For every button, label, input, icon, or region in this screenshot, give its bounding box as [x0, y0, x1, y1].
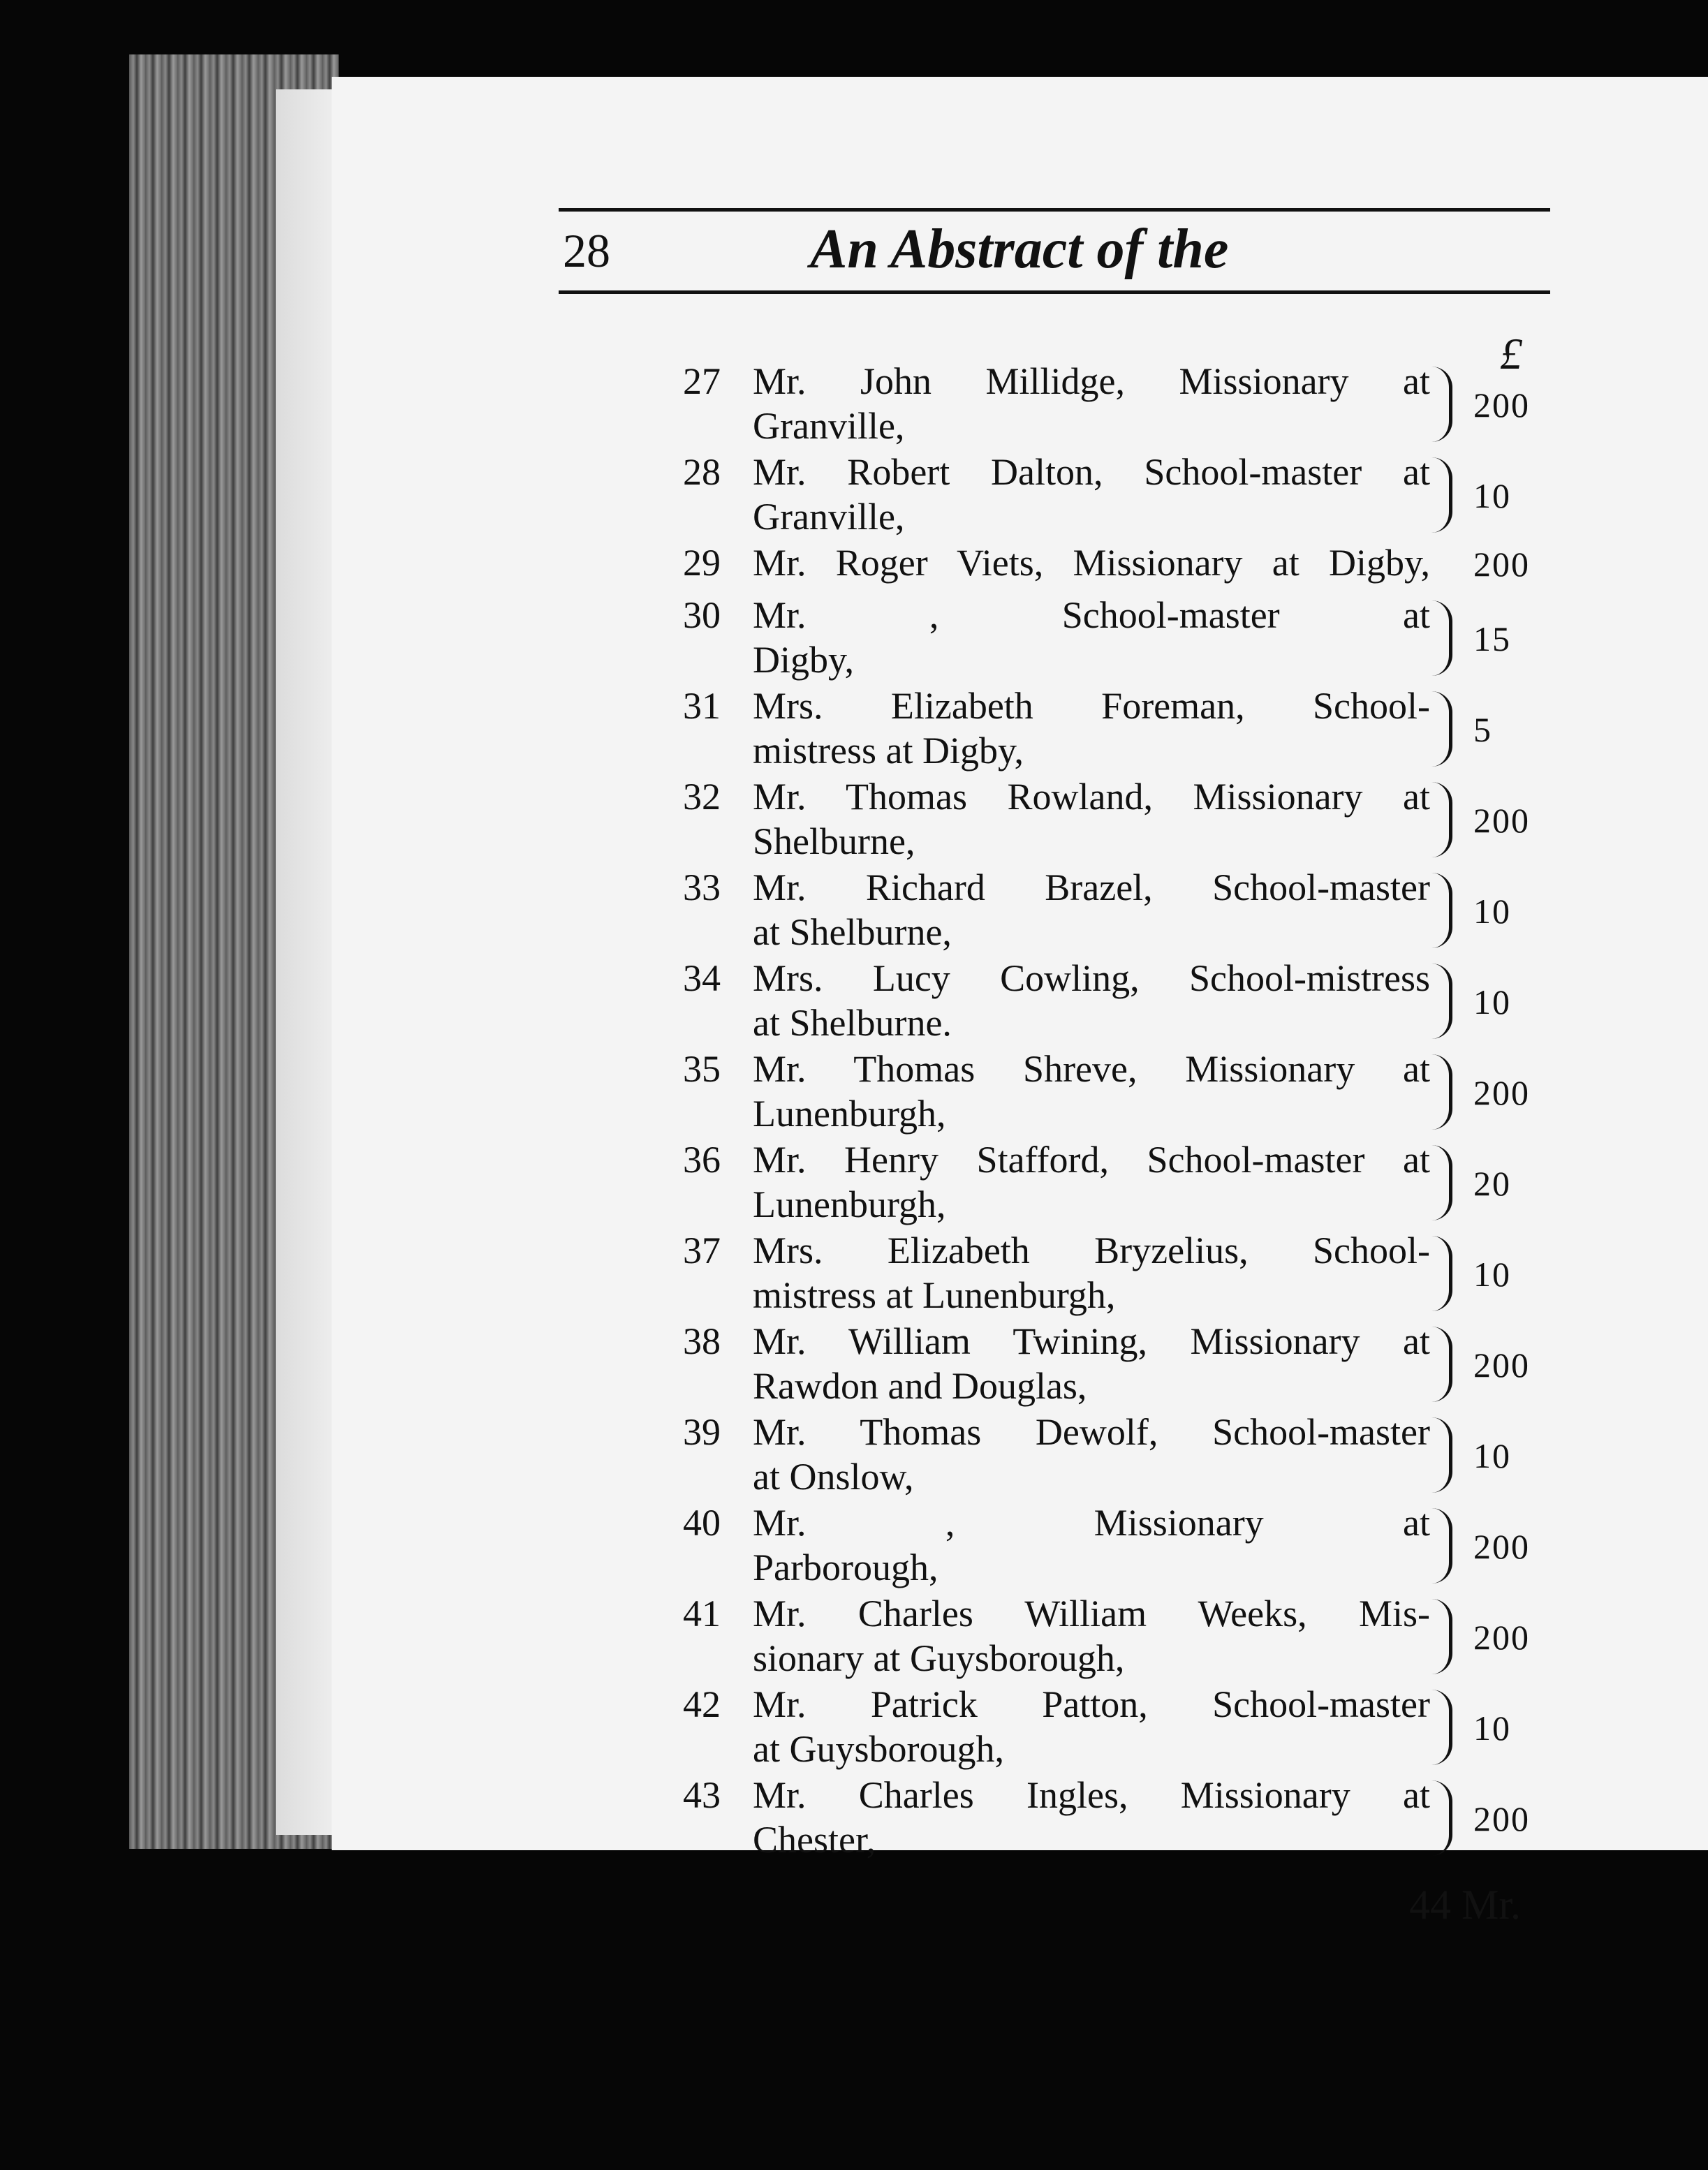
page-title: An Abstract of the [810, 219, 1229, 280]
entry-line-1: Mr. William Twining, Missionary at [753, 1320, 1430, 1362]
entry-line-2: Lunenburgh, [753, 1093, 946, 1135]
entry-line-2: Rawdon and Douglas, [753, 1365, 1087, 1407]
entry-number: 33 [683, 866, 721, 908]
entry-line-2: at Onslow, [753, 1456, 914, 1498]
entry-line-1: Mr. , School-master at [753, 594, 1430, 636]
brace [1428, 1690, 1452, 1765]
entry-number: 43 [683, 1774, 721, 1816]
entry-amount: 15 [1473, 619, 1511, 658]
entry-number: 35 [683, 1048, 721, 1090]
brace [1428, 600, 1452, 676]
brace [1428, 1780, 1452, 1856]
entry-line-2: sionary at Guysborough, [753, 1637, 1125, 1679]
entry-line-1: Mrs. Elizabeth Bryzelius, School- [753, 1230, 1430, 1271]
entry-amount: 10 [1473, 1708, 1511, 1748]
entry-amount: 10 [1473, 1436, 1511, 1475]
header-rule-bottom [559, 290, 1550, 294]
entry-line-2: Lunenburgh, [753, 1183, 946, 1225]
entry-amount: 10 [1473, 1255, 1511, 1294]
entry-line-1: Mr. John Millidge, Missionary at [753, 360, 1430, 402]
entry-line-1: Mr. Thomas Dewolf, School-master [753, 1411, 1430, 1453]
brace [1428, 873, 1452, 948]
entry-line-1: Mr. Patrick Patton, School-master [753, 1683, 1430, 1725]
entry-line-2: mistress at Lunenburgh, [753, 1274, 1116, 1316]
entry-number: 37 [683, 1230, 721, 1271]
entry-number: 41 [683, 1593, 721, 1634]
entry-line-1: Mr. Charles William Weeks, Mis- [753, 1593, 1430, 1634]
brace [1428, 457, 1452, 533]
entry-line-1: Mr. Roger Viets, Missionary at Digby, [753, 542, 1430, 584]
entry-line-2: at Shelburne. [753, 1002, 952, 1044]
brace [1428, 1508, 1452, 1584]
entry-amount: 200 [1473, 1799, 1530, 1838]
currency-symbol: £ [1500, 329, 1522, 378]
page-number: 28 [563, 224, 610, 277]
brace [1428, 1417, 1452, 1493]
entry-line-1: Mrs. Elizabeth Foreman, School- [753, 685, 1430, 727]
entry-number: 29 [683, 542, 721, 584]
entry-line-1: Mr. Thomas Shreve, Missionary at [753, 1048, 1430, 1090]
entry-line-2: Parborough, [753, 1547, 938, 1588]
entry-line-1: Mr. Richard Brazel, School-master [753, 866, 1430, 908]
entry-line-2: Chester, [753, 1819, 876, 1861]
entry-amount: 200 [1473, 545, 1530, 584]
entry-line-2: Shelburne, [753, 820, 915, 862]
entry-number: 36 [683, 1139, 721, 1181]
entry-amount: 5 [1473, 710, 1492, 749]
entry-number: 31 [683, 685, 721, 727]
entry-amount: 20 [1473, 1164, 1511, 1203]
brace [1428, 1145, 1452, 1220]
entry-number: 34 [683, 957, 721, 999]
entry-line-2: mistress at Digby, [753, 730, 1024, 772]
entry-number: 28 [683, 451, 721, 493]
entry-line-2: Granville, [753, 496, 905, 538]
brace [1428, 691, 1452, 767]
entry-amount: 200 [1473, 1527, 1530, 1566]
entry-number: 30 [683, 594, 721, 636]
entry-amount: 10 [1473, 982, 1511, 1021]
brace [1428, 964, 1452, 1039]
entry-amount: 10 [1473, 892, 1511, 931]
header-rule-top [559, 208, 1550, 212]
entry-amount: 200 [1473, 1618, 1530, 1657]
brace [1428, 1236, 1452, 1311]
brace [1428, 1327, 1452, 1402]
entry-number: 39 [683, 1411, 721, 1453]
entry-number: 38 [683, 1320, 721, 1362]
entry-amount: 10 [1473, 476, 1511, 515]
entry-number: 40 [683, 1502, 721, 1544]
entry-line-1: Mr. Robert Dalton, School-master at [753, 451, 1430, 493]
entry-amount: 200 [1473, 385, 1530, 425]
entry-amount: 200 [1473, 1073, 1530, 1112]
entry-line-2: Granville, [753, 405, 905, 447]
entry-line-2: at Shelburne, [753, 911, 952, 953]
entry-line-2: at Guysborough, [753, 1728, 1004, 1770]
entry-line-1: Mr. Henry Stafford, School-master at [753, 1139, 1430, 1181]
entry-line-1: Mr. Thomas Rowland, Missionary at [753, 776, 1430, 818]
brace [1428, 1599, 1452, 1674]
entry-amount: 200 [1473, 1345, 1530, 1385]
brace [1428, 782, 1452, 857]
entry-number: 42 [683, 1683, 721, 1725]
entry-amount: 200 [1473, 801, 1530, 840]
entry-line-2: Digby, [753, 639, 854, 681]
entry-number: 32 [683, 776, 721, 818]
catchword: 44 Mr. [1409, 1882, 1522, 1928]
entry-line-1: Mrs. Lucy Cowling, School-mistress [753, 957, 1430, 999]
entry-line-1: Mr. , Missionary at [753, 1502, 1430, 1544]
brace [1428, 367, 1452, 442]
entry-line-1: Mr. Charles Ingles, Missionary at [753, 1774, 1430, 1816]
running-head [559, 208, 1550, 299]
brace [1428, 1054, 1452, 1130]
entry-number: 27 [683, 360, 721, 402]
